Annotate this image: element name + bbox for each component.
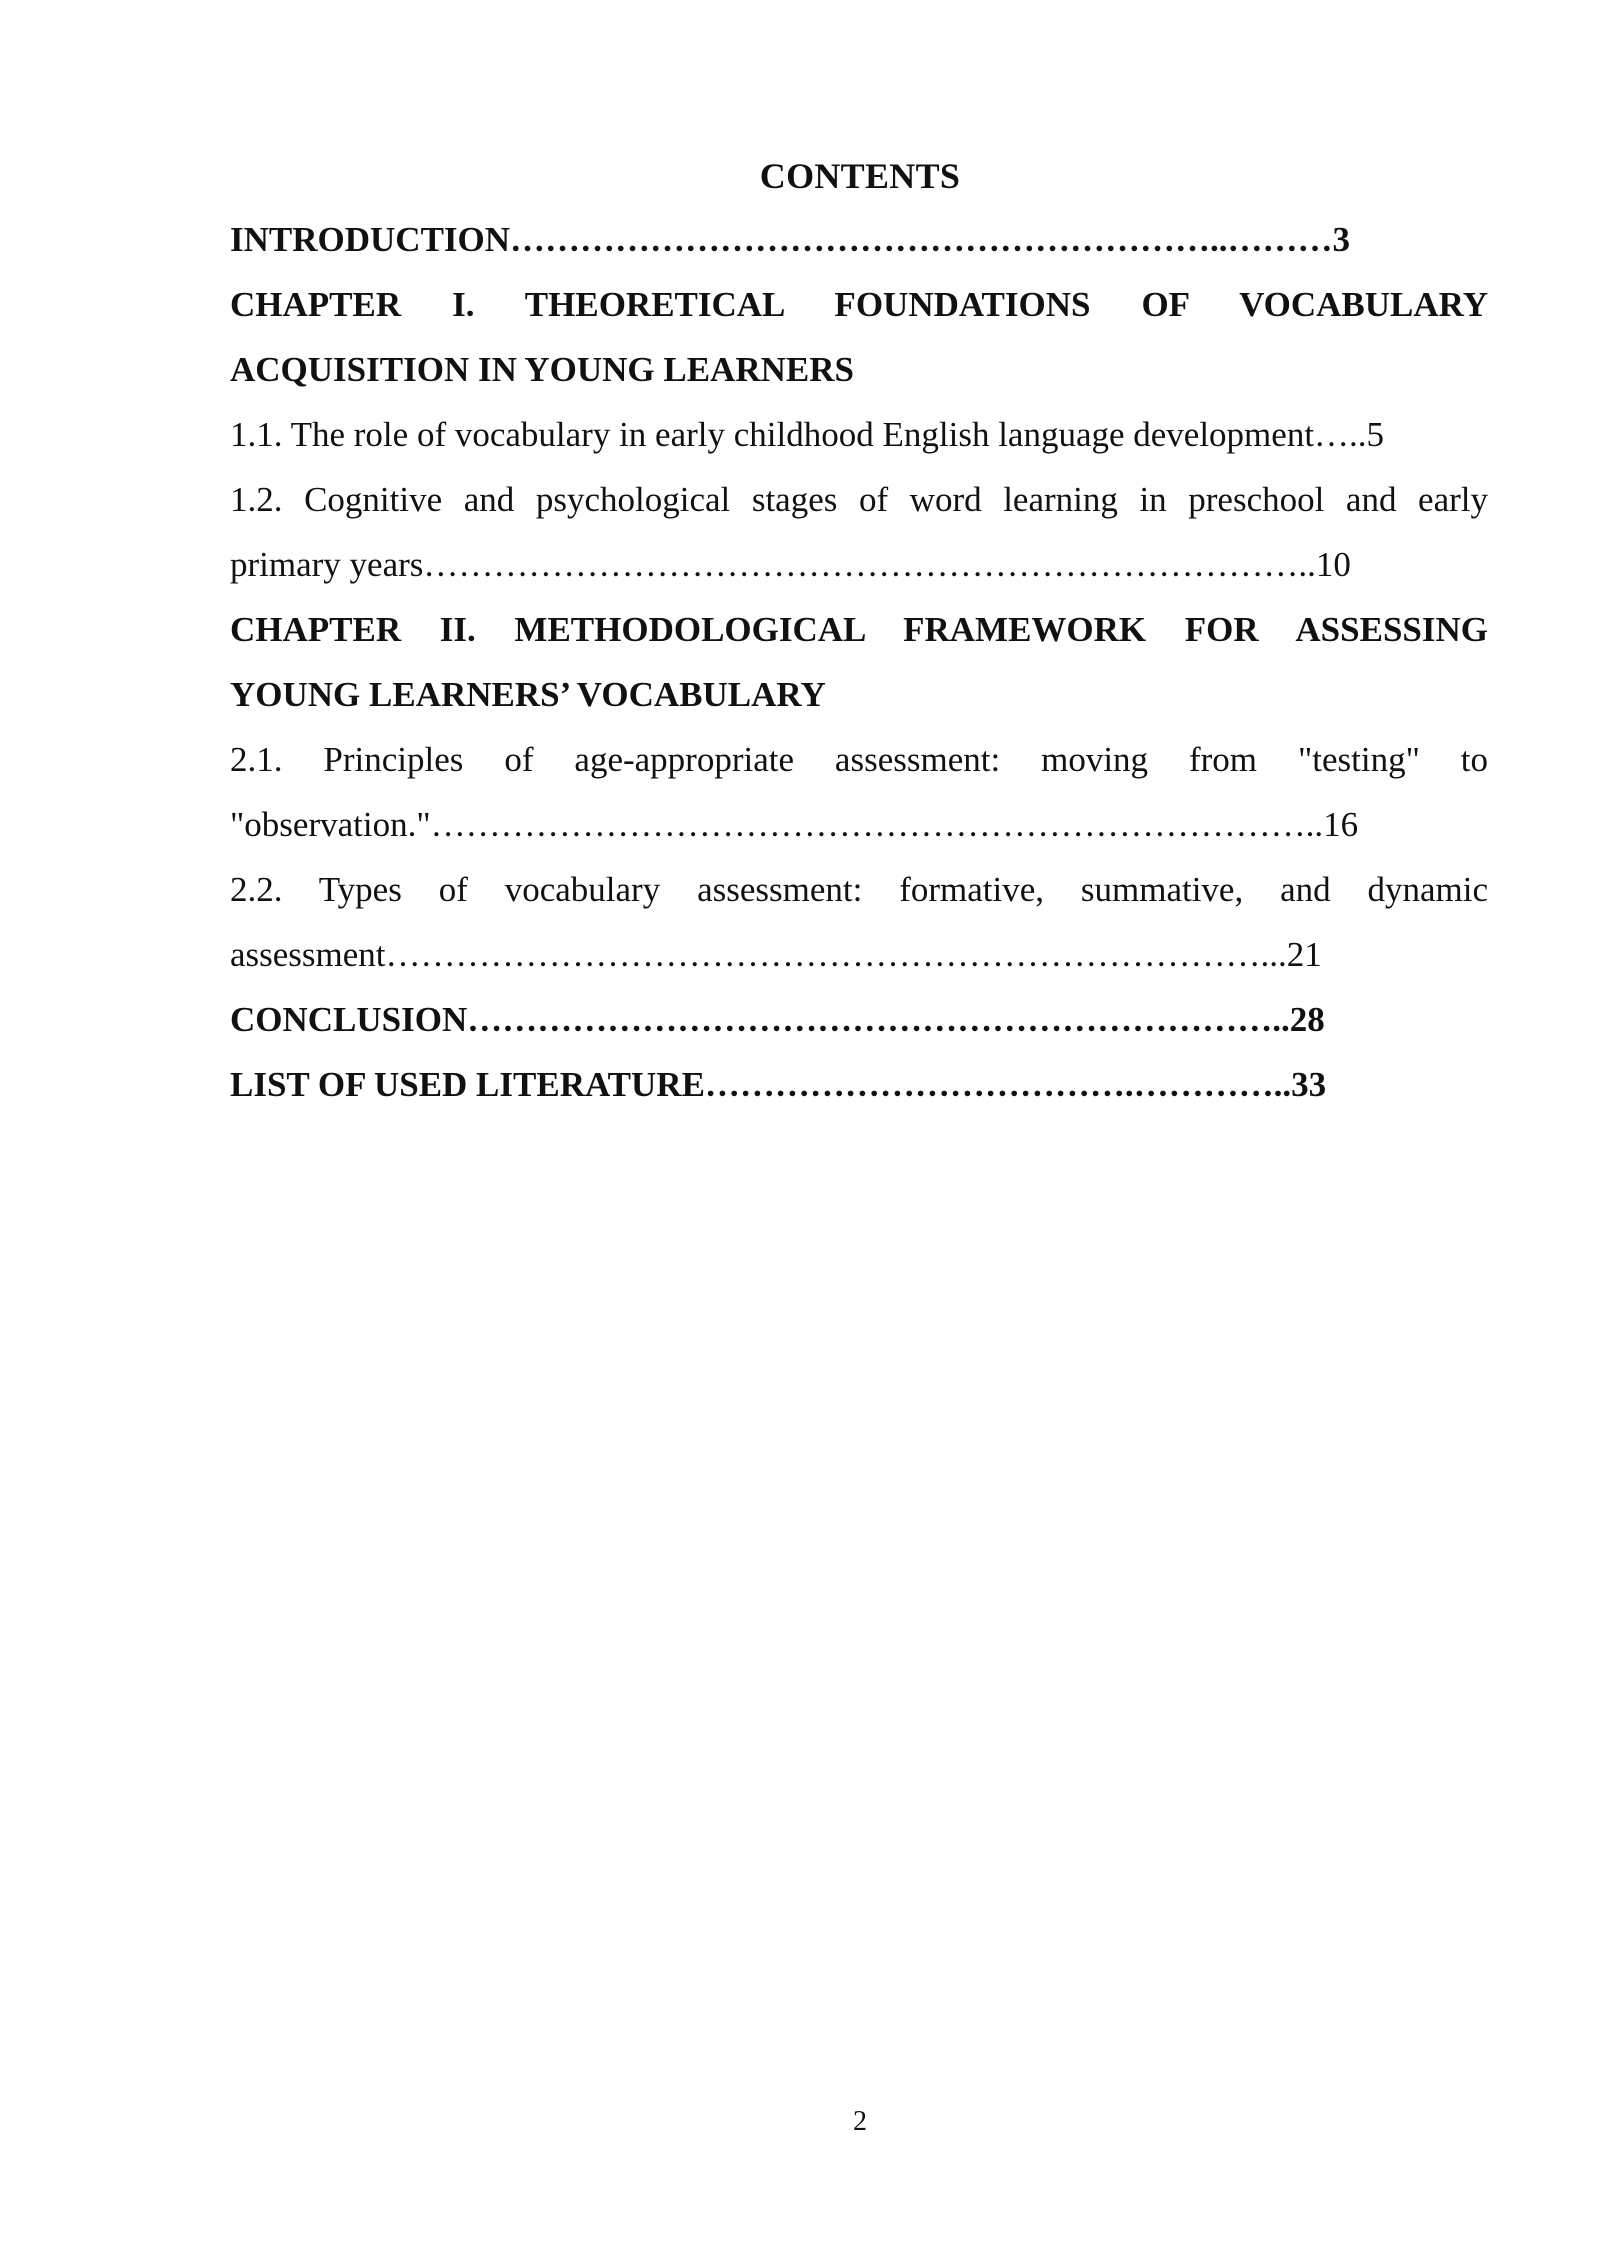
table-of-contents	[230, 214, 1488, 1124]
toc-item-1-1: 1.1. The role of vocabulary in early childhood English language development…..5	[230, 415, 1385, 454]
toc-literature: LIST OF USED LITERATURE……………………………….…………..33	[230, 1065, 1327, 1104]
toc-chapter-1-title-cont: ACQUISITION IN YOUNG LEARNERS	[230, 350, 854, 389]
toc-chapter-1-title: CHAPTER I. THEORETICAL FOUNDATIONS OF VOCABULARY	[230, 285, 1488, 324]
toc-chapter-2-title-cont: YOUNG LEARNERS’ VOCABULARY	[230, 675, 826, 714]
toc-item-2-1: 2.1. Principles of age-appropriate assessment: moving from "testing" to	[230, 740, 1488, 779]
toc-introduction: INTRODUCTION……………………………………………………..………3	[230, 220, 1351, 259]
toc-item-2-1-cont: "observation."…………………………………………………………………..16	[230, 805, 1359, 844]
page-title: CONTENTS	[759, 156, 961, 196]
page-number: 2	[853, 2106, 867, 2137]
toc-item-2-2: 2.2. Types of vocabulary assessment: formative, summative, and dynamic	[230, 870, 1488, 909]
toc-conclusion: CONCLUSION……………………………………………………………..28	[230, 1000, 1325, 1039]
toc-item-1-2-cont: primary years…………………………………………………………………..10	[230, 545, 1351, 584]
toc-item-2-2-cont: assessment…………………………………………………………………...21	[230, 935, 1322, 974]
toc-chapter-2-title: CHAPTER II. METHODOLOGICAL FRAMEWORK FOR ASSESSING	[230, 610, 1488, 649]
toc-item-1-2: 1.2. Cognitive and psychological stages of word learning in preschool and early	[230, 480, 1488, 519]
